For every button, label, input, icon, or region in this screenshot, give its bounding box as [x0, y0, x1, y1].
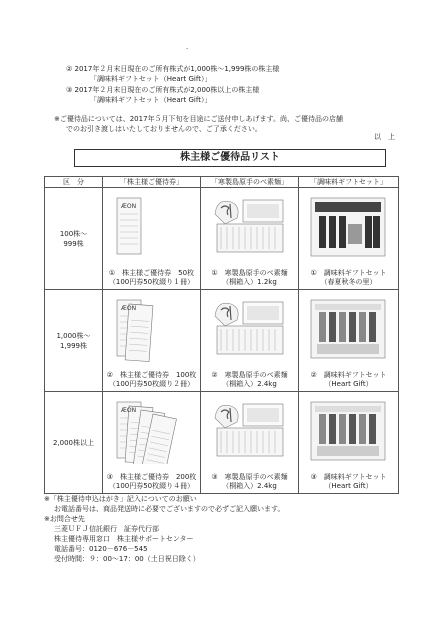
note-3-line-2: 「調味料ギフトセット（Heart Gift）」	[90, 96, 212, 104]
footer-line-5: 株主優待専用窓口 株主様サポートセンター	[54, 535, 194, 543]
tier-label: 1,000株～ 1,999株	[45, 290, 103, 392]
stray-dot: ·	[186, 45, 189, 53]
table-row	[45, 290, 399, 392]
footer-notes	[44, 494, 424, 564]
voucher-caption: ① 株主様ご優待券 50枚 （100円券50枚綴り１冊）	[108, 269, 195, 286]
benefit-list-title: 株主様ご優待品リスト	[74, 149, 386, 167]
footer-line-7: 受付時間：９：00～17：00（土日祝日除く）	[54, 555, 200, 563]
seasoning-caption: ② 調味料ギフトセット （Heart Gift）	[310, 371, 387, 388]
voucher-cell	[103, 188, 201, 290]
somen-caption: ② 寒製島原手のべ素麺 （桐箱入）2.4kg	[211, 371, 288, 388]
voucher-cell	[103, 290, 201, 392]
seasoning-caption: ③ 調味料ギフトセット （Heart Gift）	[310, 473, 387, 490]
somen-caption: ③ 寒製島原手のべ素麺 （桐箱入）2.4kg	[211, 473, 288, 490]
footer-line-6: 電話番号：0120－676－545	[54, 545, 148, 553]
somen-cell	[201, 290, 299, 392]
voucher-image	[109, 194, 193, 260]
seasoning-cell	[299, 188, 399, 290]
seasoning-cell	[299, 290, 399, 392]
somen-caption: ① 寒製島原手のべ素麺 （桐箱入）1.2kg	[211, 269, 288, 286]
note-3-line-1: ③ 2017年２月末日現在のご所有株式が2,000株以上の株主様	[66, 86, 260, 94]
voucher-image	[109, 398, 193, 464]
aeon-logo: ÆON	[121, 203, 137, 210]
somen-cell	[201, 392, 299, 494]
footer-line-1: ※「株主優待申込はがき」記入についてのお願い	[44, 495, 197, 503]
header-seasoning: 「調味料ギフトセット」	[299, 177, 399, 188]
table-header-row	[45, 177, 399, 188]
header-somen: 「寒製島原手のべ素麺」	[201, 177, 299, 188]
somen-image	[207, 296, 291, 362]
closing-ijo: 以 上	[374, 133, 395, 141]
footer-line-2: お電話番号は、商品発送時に必要でございますので必ずご記入願います。	[54, 505, 285, 513]
seasoning-cell	[299, 392, 399, 494]
table-row	[45, 392, 399, 494]
table-row	[45, 188, 399, 290]
seasoning-image	[305, 398, 391, 464]
voucher-cell	[103, 392, 201, 494]
seasoning-image	[305, 296, 391, 362]
voucher-caption: ② 株主様ご優待券 100枚 （100円券50枚綴り２冊）	[106, 371, 197, 388]
voucher-caption: ③ 株主様ご優待券 200枚 （100円券50枚綴り４冊）	[106, 473, 197, 490]
seasoning-caption: ① 調味料ギフトセット （春夏秋冬の里）	[310, 269, 387, 286]
tier-label: 100株～ 999株	[45, 188, 103, 290]
voucher-image	[109, 296, 193, 362]
delivery-note-line-1: ※ご優待品については、2017年５月下旬を目途にご送付申しあげます。尚、ご優待品の店舗	[54, 115, 343, 123]
note-2-line-1: ② 2017年２月末日現在のご所有株式が1,000株～1,999株の株主様	[66, 65, 280, 73]
seasoning-image	[305, 194, 391, 260]
aeon-logo: ÆON	[121, 305, 137, 312]
footer-line-3: ※お問合せ先	[44, 515, 85, 523]
somen-cell	[201, 188, 299, 290]
note-2-line-2: 「調味料ギフトセット（Heart Gift）」	[90, 75, 212, 83]
footer-line-4: 三菱ＵＦＪ信託銀行 証券代行部	[54, 525, 159, 533]
somen-image	[207, 194, 291, 260]
benefit-table	[44, 176, 399, 494]
delivery-note-line-2: でのお引き渡しはいたしておりませんので、ご了承ください。	[66, 125, 262, 133]
aeon-logo: ÆON	[121, 407, 137, 414]
tier-label: 2,000株以上	[45, 392, 103, 494]
header-tier: 区 分	[45, 177, 103, 188]
header-voucher: 「株主様ご優待券」	[103, 177, 201, 188]
somen-image	[207, 398, 291, 464]
